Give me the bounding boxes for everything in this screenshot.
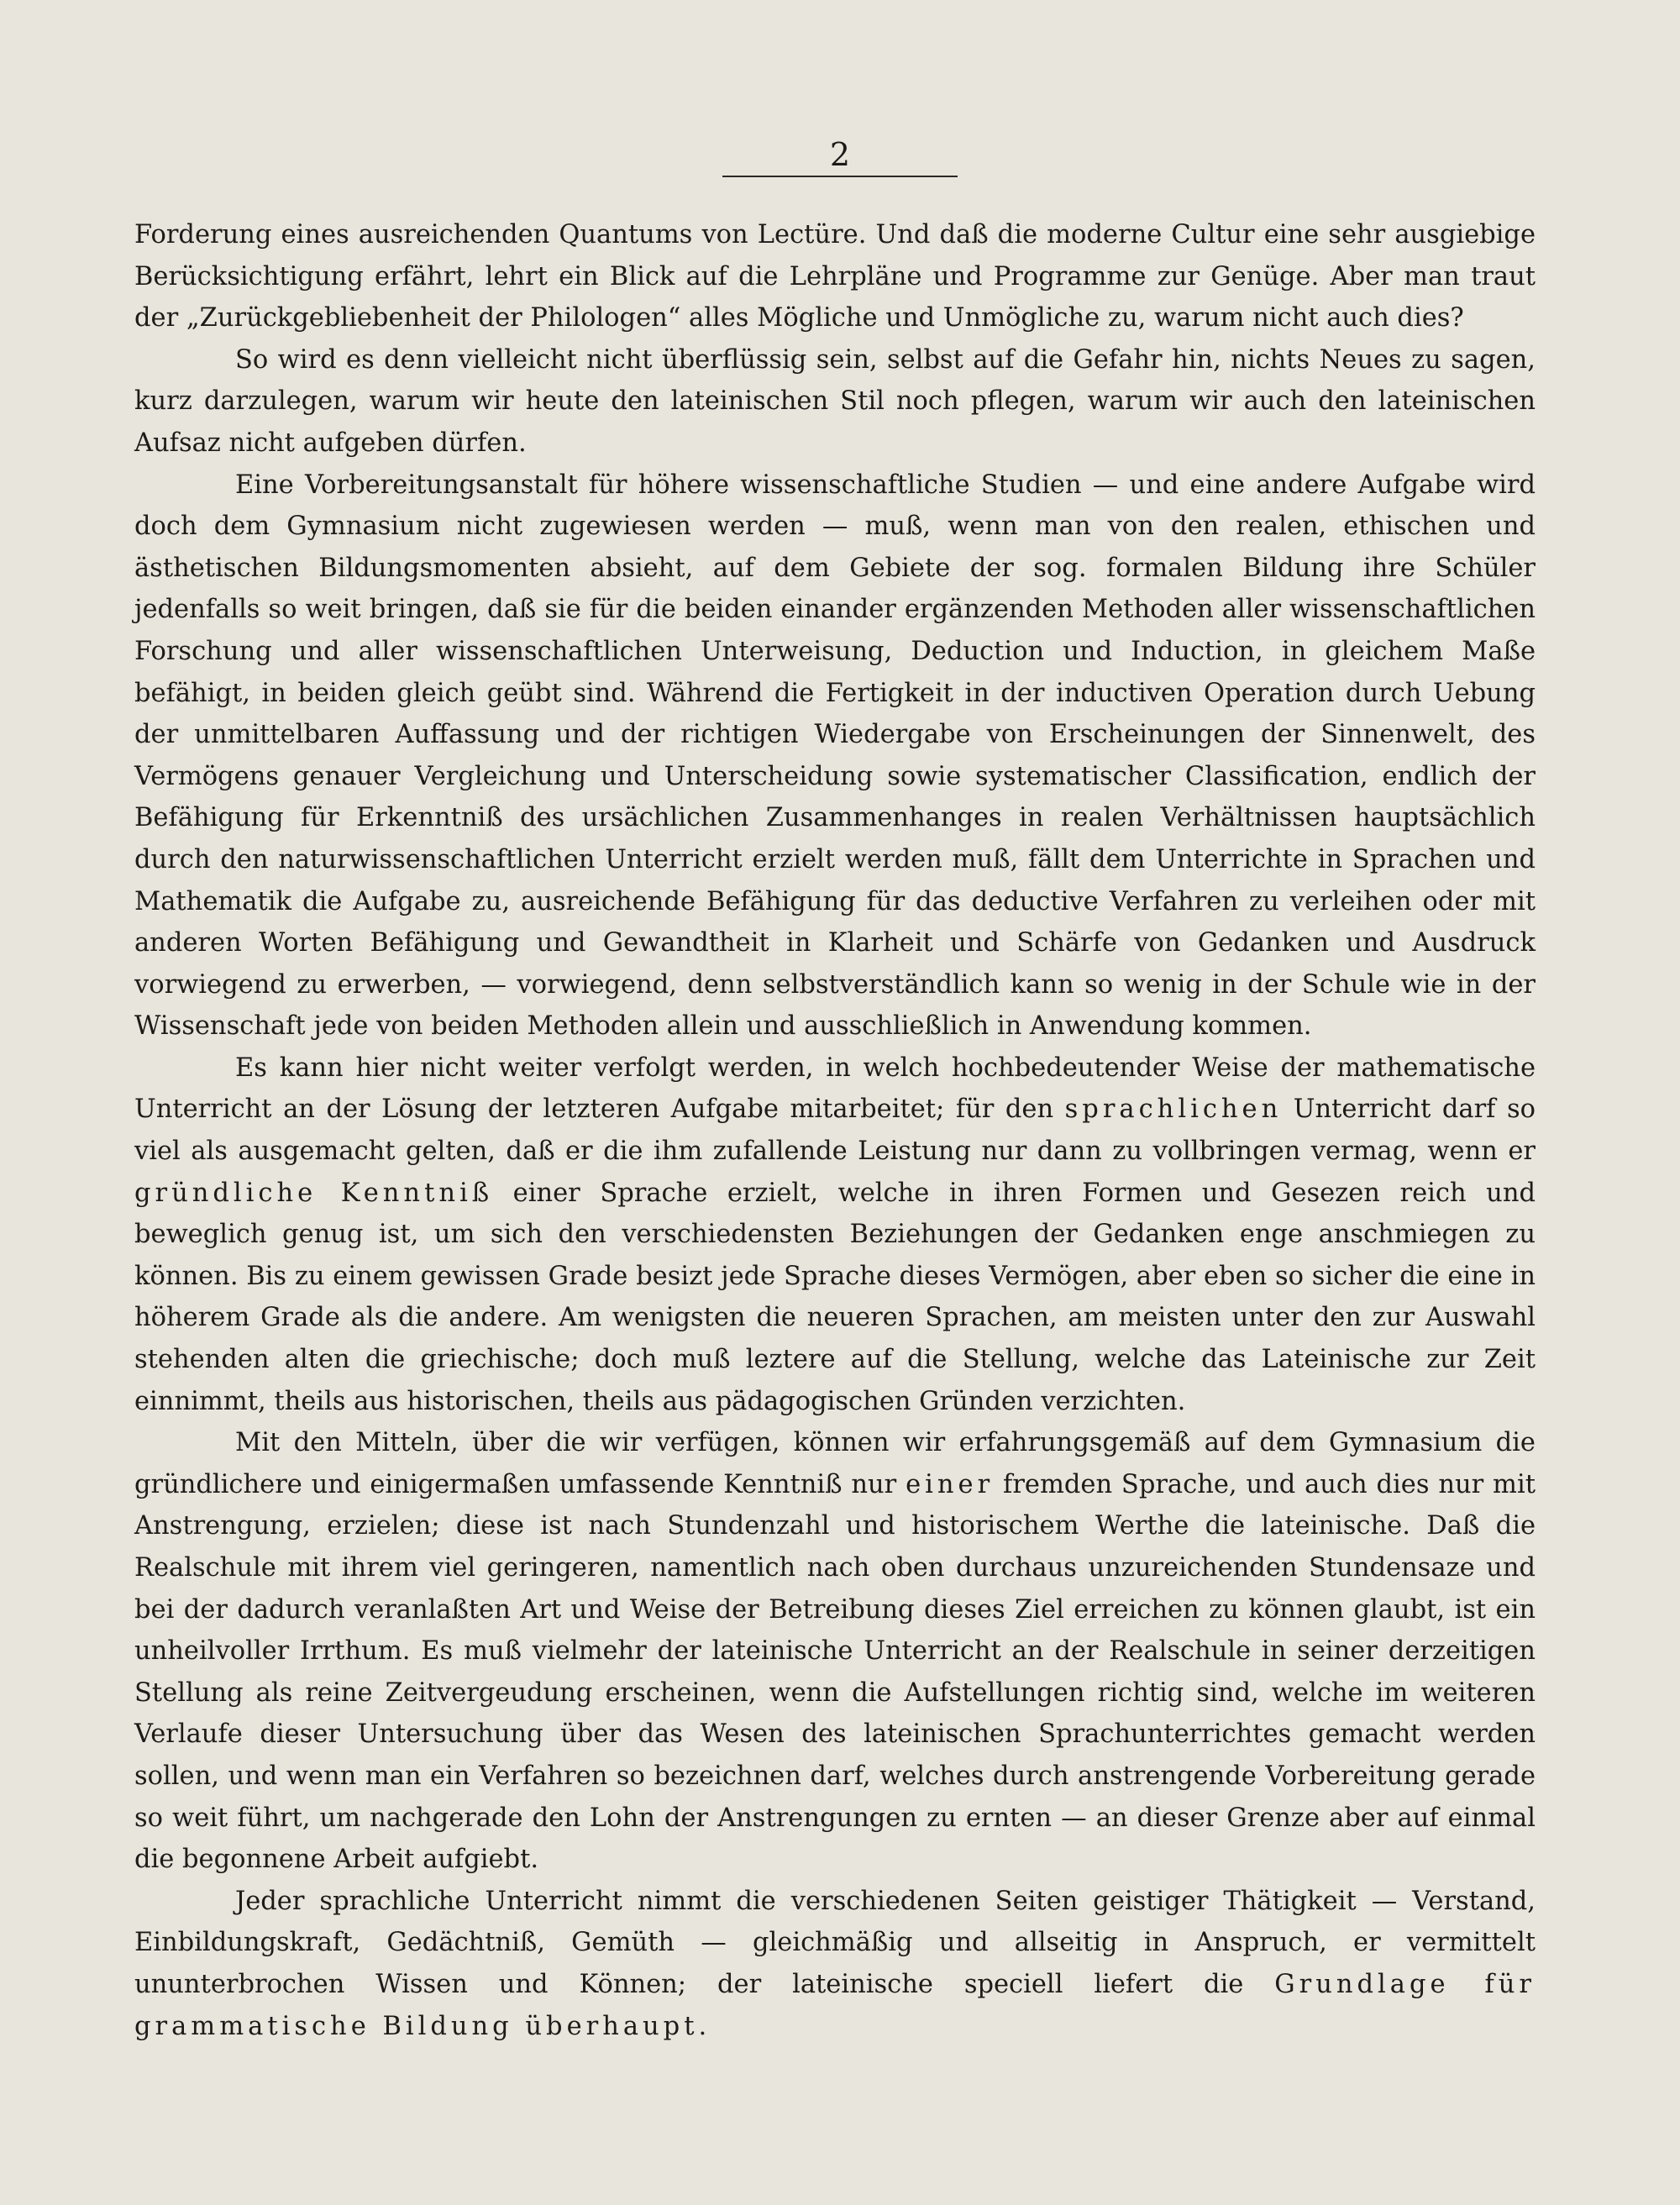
- text-segment: So wird es denn vielleicht nicht überflüssig sein, selbst auf die Gefahr hin, nichts Neues zu sagen, kurz darzulegen, warum wir heute den lateinischen Stil noch pflegen, warum wir auch den lateinischen Aufsaz nicht aufgeben dürfen.: [134, 344, 1536, 458]
- text-segment: Forderung eines ausreichenden Quantums von Lectüre. Und daß die moderne Cultur eine sehr ausgiebige Berücksichtigung erfährt, lehrt ein Blick auf die Lehrpläne und Programme zur Genüge. Aber man traut der „Zurückgebliebenheit der Philologen“ alles Mögliche und Unmögliche zu, warum nicht auch dies?: [134, 220, 1536, 333]
- paragraph: [134, 339, 1536, 465]
- paragraph: [134, 1422, 1536, 1881]
- text-segment: Jeder sprachliche Unterricht nimmt die verschiedenen Seiten geistiger Thätigkeit — Verstand, Einbildungskraft, Gedächtniß, Gemüth — gleichmäßig und allseitig in Anspruch, er vermittelt ununterbrochen Wissen und Können; der lateinische speciell liefert die: [134, 1886, 1536, 1999]
- body-text: [134, 214, 1536, 2047]
- text-segment: fremden Sprache, und auch dies nur mit Anstrengung, erzielen; diese ist nach Stundenzahl und historischem Werthe die lateinische. Daß die Realschule mit ihrem viel geringeren, namentlich nach oben durchaus unzureichenden Stundensaze und bei der dadurch veranlaßten Art und Weise der Betreibung dieses Ziel erreichen zu können glaubt, ist ein unheilvoller Irrthum. Es muß vielmehr der lateinische Unterricht an der Realschule in seiner derzeitigen Stellung als reine Zeitvergeudung erscheinen, wenn die Aufstellungen richtig sind, welche im weiteren Verlaufe dieser Untersuchung über das Wesen des lateinischen Sprachunterrichtes gemacht werden sollen, und wenn man ein Verfahren so bezeichnen darf, welches durch anstrengende Vorbereitung gerade so weit führt, um nachgerade den Lohn der Anstrengungen zu ernten — an dieser Grenze aber auf einmal die begonnene Arbeit aufgiebt.: [134, 1469, 1536, 1875]
- emphasized-text: sprachlichen: [1064, 1095, 1283, 1125]
- text-segment: Mit den Mitteln, über die wir verfügen, können wir erfahrungsgemäß auf dem Gymnasium die gründlichere und einigermaßen umfassende Kenntniß nur: [134, 1428, 1536, 1499]
- paragraph: [134, 1047, 1536, 1422]
- text-segment: Es kann hier nicht weiter verfolgt werden, in welch hochbedeutender Weise der mathematische Unterricht an der Lösung der letzteren Aufgabe mitarbeitet; für den: [134, 1053, 1536, 1125]
- text-segment: einer Sprache erzielt, welche in ihren Formen und Gesezen reich und beweglich genug ist, um sich den verschiedensten Beziehungen der Gedanken enge anschmiegen zu können. Bis zu einem gewissen Grade besizt jede Sprache dieses Vermögen, aber eben so sicher die eine in höherem Grade als die andere. Am wenigsten die neueren Sprachen, am meisten unter den zur Auswahl stehenden alten die griechische; doch muß leztere auf die Stellung, welche das Lateinische zur Zeit einnimmt, theils aus historischen, theils aus pädagogischen Gründen verzichten.: [134, 1178, 1536, 1416]
- text-segment: Unterricht darf so viel als ausgemacht gelten, daß er die ihm zufallende Leistung nur dann zu vollbringen vermag, wenn er: [134, 1095, 1536, 1167]
- paragraph: [134, 1881, 1536, 2047]
- emphasized-text: gründliche Kenntniß: [134, 1178, 494, 1208]
- page-number: 2: [829, 136, 851, 173]
- paragraph: [134, 465, 1536, 1047]
- header-rule: [722, 176, 958, 177]
- paragraph: [134, 214, 1536, 339]
- text-segment: Eine Vorbereitungsanstalt für höhere wissenschaftliche Studien — und eine andere Aufgabe wird doch dem Gymnasium nicht zugewiesen werden — muß, wenn man von den realen, ethischen und ästhetischen Bildungsmomenten absieht, auf dem Gebiete der sog. formalen Bildung ihre Schüler jedenfalls so weit bringen, daß sie für die beiden einander ergänzenden Methoden aller wissenschaftlichen Forschung und aller wissenschaftlichen Unterweisung, Deduction und Induction, in gleichem Maße befähigt, in beiden gleich geübt sind. Während die Fertigkeit in der inductiven Operation durch Uebung der unmittelbaren Auffassung und der richtigen Wiedergabe von Erscheinungen der Sinnenwelt, des Vermögens genauer Vergleichung und Unterscheidung sowie systematischer Classification, endlich der Befähigung für Erkenntniß des ursächlichen Zusammenhanges in realen Verhältnissen hauptsächlich durch den naturwissenschaftlichen Unterricht erzielt werden muß, fällt dem Unterrichte in Sprachen und Mathematik die Aufgabe zu, ausreichende Befähigung für das deductive Verfahren zu verleihen oder mit anderen Worten Befähigung und Gewandtheit in Klarheit und Schärfe von Gedanken und Ausdruck vorwiegend zu erwerben, — vorwiegend, denn selbstverständlich kann so wenig in der Schule wie in der Wissenschaft jede von beiden Methoden allein und ausschließlich in Anwendung kommen.: [134, 470, 1536, 1042]
- emphasized-text: einer: [906, 1469, 995, 1499]
- emphasized-text: Grundlage für grammatische Bildung überhaupt.: [134, 1969, 1536, 2041]
